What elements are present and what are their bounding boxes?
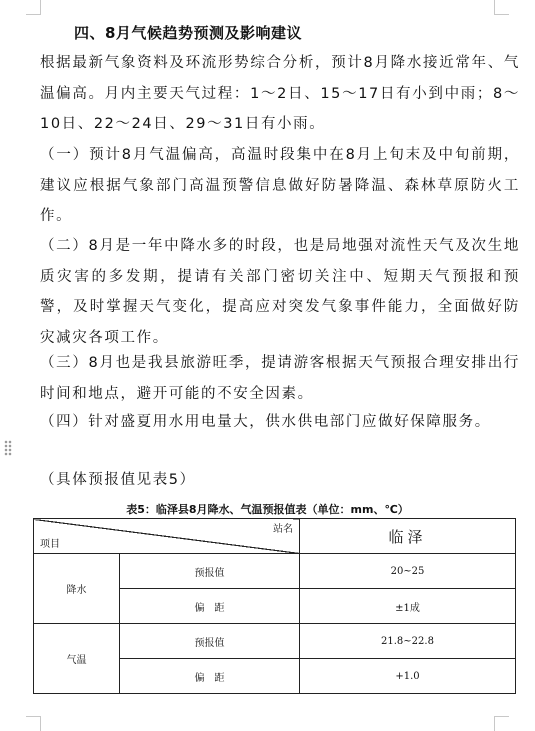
row-value: +1.0 [300,659,516,694]
paragraph-suggestion-3: （三）8月也是我县旅游旺季，提请游客根据天气预报合理安排出行时间和地点，避开可能的不安全因素。 [40,355,520,402]
group-temperature: 气温 [34,624,120,694]
table-header-row [34,519,516,554]
paragraph-suggestion-2: （二）8月是一年中降水多的时段，也是局地强对流性天气及次生地质灾害的多发期，提请有关部门密切关注中、短期天气预报和预警，及时掌握天气变化，提高应对突发气象事件能力，全面做好防灾减灾各项工作。 [40,238,520,346]
crop-mark-top-left [26,0,41,15]
row-label: 预报值 [120,554,300,589]
paragraph-overview: 根据最新气象资料及环流形势综合分析，预计8月降水接近常年、气温偏高。月内主要天气过程：1～2日、15～17日有小到中雨；8～10日、22～24日、29～31日有小雨。 [40,55,520,132]
row-value: 20~25 [300,554,516,589]
header-station-label: 站名 [273,524,293,535]
group-precipitation: 降水 [34,554,120,624]
paragraph-table-reference: （具体预报值见表5） [40,472,196,488]
row-label: 偏 距 [120,589,300,624]
crop-mark-bottom-right [494,716,509,731]
crop-mark-bottom-left [26,716,41,731]
row-label: 预报值 [120,624,300,659]
header-item-label: 项目 [40,539,60,550]
paragraph-suggestion-4: （四）针对盛夏用水用电量大，供水供电部门应做好保障服务。 [40,414,491,430]
paragraph-suggestion-1: （一）预计8月气温偏高，高温时段集中在8月上旬末及中旬前期，建议应根据气象部门高温预警信息做好防暑降温、森林草原防火工作。 [40,147,520,224]
row-label: 偏 距 [120,659,300,694]
table-row [34,624,516,659]
location-header: 临泽 [300,519,516,554]
row-value: ±1成 [300,589,516,624]
forecast-table [33,518,516,694]
table-row [34,554,516,589]
table-caption: 表5：临泽县8月降水、气温预报值表（单位：mm、℃） [126,503,409,516]
crop-mark-top-right [494,0,509,15]
table-corner-header [34,519,300,554]
drag-handle-icon[interactable] [4,440,12,456]
section-heading: 四、8月气候趋势预测及影响建议 [74,24,302,42]
row-value: 21.8~22.8 [300,624,516,659]
